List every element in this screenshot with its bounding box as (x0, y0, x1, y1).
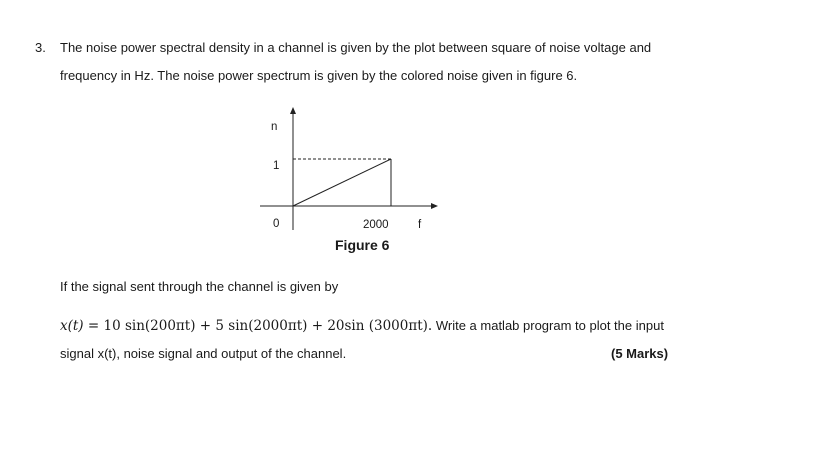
noise-spectrum-figure (255, 100, 455, 230)
noise-spectrum-line (293, 159, 391, 206)
equation-line (60, 318, 664, 334)
question-line-4-rest: Write a matlab program to plot the input (432, 318, 664, 333)
x-axis-label: f (418, 219, 422, 230)
x-axis-arrow (431, 203, 438, 209)
equation-term-2: 5 sin(2000πt) (215, 318, 308, 334)
marks-label: (5 Marks) (611, 346, 669, 361)
equation-plus-2: + (311, 318, 324, 334)
y-tick-label: 1 (273, 160, 280, 172)
equation-plus-1: + (199, 318, 212, 334)
origin-label: 0 (273, 218, 280, 230)
equation (60, 318, 432, 334)
equation-term-3: 20sin (3000πt). (327, 318, 433, 334)
question-line-5: signal x(t), noise signal and output of the channel. (60, 346, 347, 361)
question-number: 3. (35, 40, 46, 55)
y-axis-label: n (271, 121, 278, 133)
figure-caption: Figure 6 (335, 237, 390, 253)
equation-equals: = (87, 318, 100, 334)
question-line-3: If the signal sent through the channel is given by (60, 279, 339, 294)
y-axis-arrow (290, 107, 296, 114)
equation-term-1: 10 sin(200πt) (103, 318, 196, 334)
x-tick-label: 2000 (363, 219, 389, 230)
question-line-1: The noise power spectral density in a channel is given by the plot between square of noise voltage and (60, 40, 652, 55)
question-line-2: frequency in Hz. The noise power spectrum is given by the colored noise given in figure 6. (60, 68, 578, 83)
equation-lhs: x(t) (60, 318, 84, 334)
